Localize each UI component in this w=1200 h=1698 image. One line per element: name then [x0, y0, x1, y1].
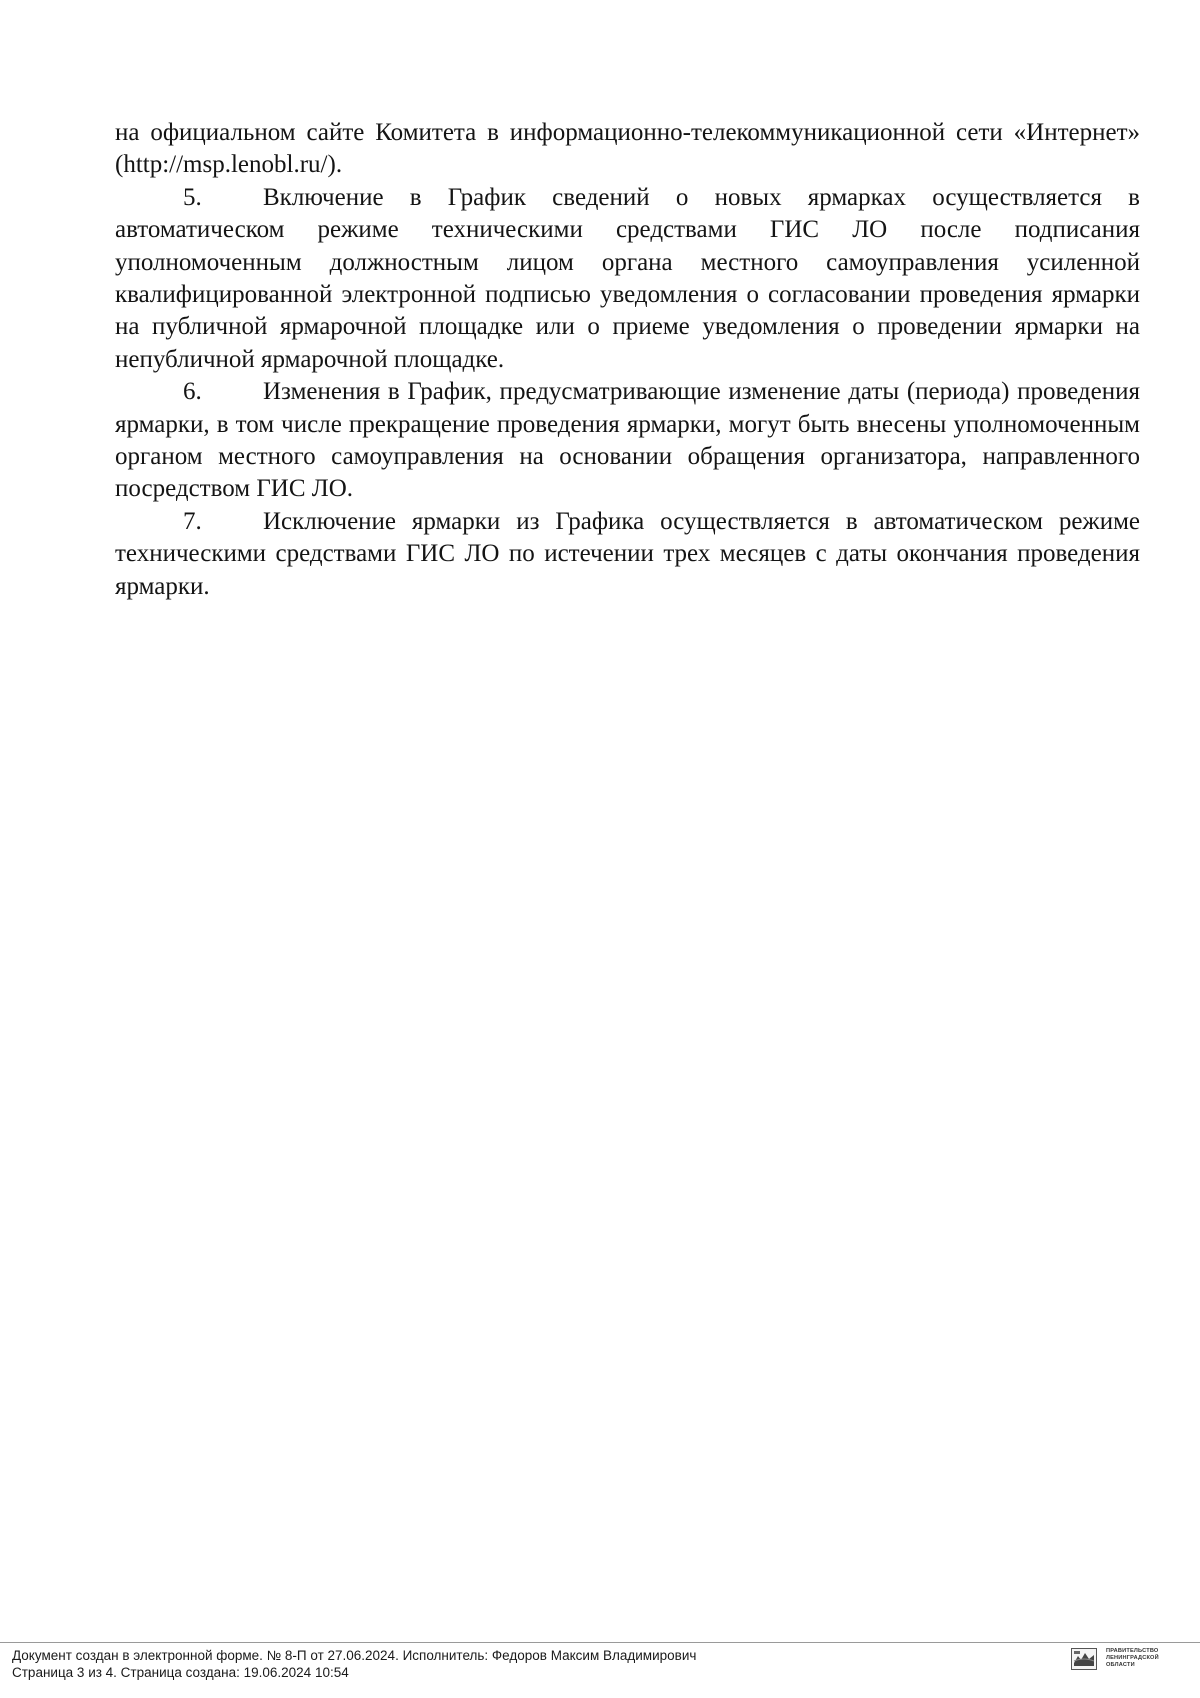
government-logo-text: [1106, 1648, 1196, 1669]
document-body: [115, 117, 1140, 603]
logo-line: ОБЛАСТИ: [1106, 1662, 1135, 1668]
item-text: Исключение ярмарки из Графика осуществляется в автоматическом режиме техническими средствами ГИС ЛО по истечении трех месяцев с даты окончания проведения ярмарки.: [115, 507, 1140, 600]
footer-page-info: Страница 3 из 4. Страница создана: 19.06.2024 10:54: [12, 1665, 349, 1680]
footer-document-info: Документ создан в электронной форме. № 8-П от 27.06.2024. Исполнитель: Федоров Максим Владимирович: [12, 1648, 697, 1663]
item-number: 7.: [183, 507, 202, 535]
list-item-7: [115, 506, 1140, 603]
item-text: Изменения в График, предусматривающие изменение даты (периода) проведения ярмарки, в том числе прекращение проведения ярмарки, могут быть внесены уполномоченным органом местного самоуправления на основании обращения организатора, направленного посредством ГИС ЛО.: [115, 378, 1140, 503]
list-item-5: [115, 182, 1140, 376]
footer-info: [12, 1647, 992, 1681]
item-number: 5.: [183, 183, 202, 211]
regional-emblem-icon: [1071, 1648, 1097, 1670]
item-number: 6.: [183, 378, 202, 406]
logo-line: ЛЕНИНГРАДСКОЙ: [1106, 1655, 1159, 1661]
intro-paragraph: на официальном сайте Комитета в информационно-телекоммуникационной сети «Интернет» (http://msp.lenobl.ru/).: [115, 119, 1140, 179]
footer-divider: [0, 1642, 1200, 1643]
logo-line: ПРАВИТЕЛЬСТВО: [1106, 1648, 1159, 1654]
item-text: Включение в График сведений о новых ярмарках осуществляется в автоматическом режиме техническими средствами ГИС ЛО после подписания уполномоченным должностным лицом органа местного самоуправления усиленной квалифицированной электронной подписью уведомления о согласовании проведения ярмарки на публичной ярмарочной площадке или о приеме уведомления о проведении ярмарки на непубличной ярмарочной площадке.: [115, 183, 1140, 373]
list-item-6: [115, 376, 1140, 506]
